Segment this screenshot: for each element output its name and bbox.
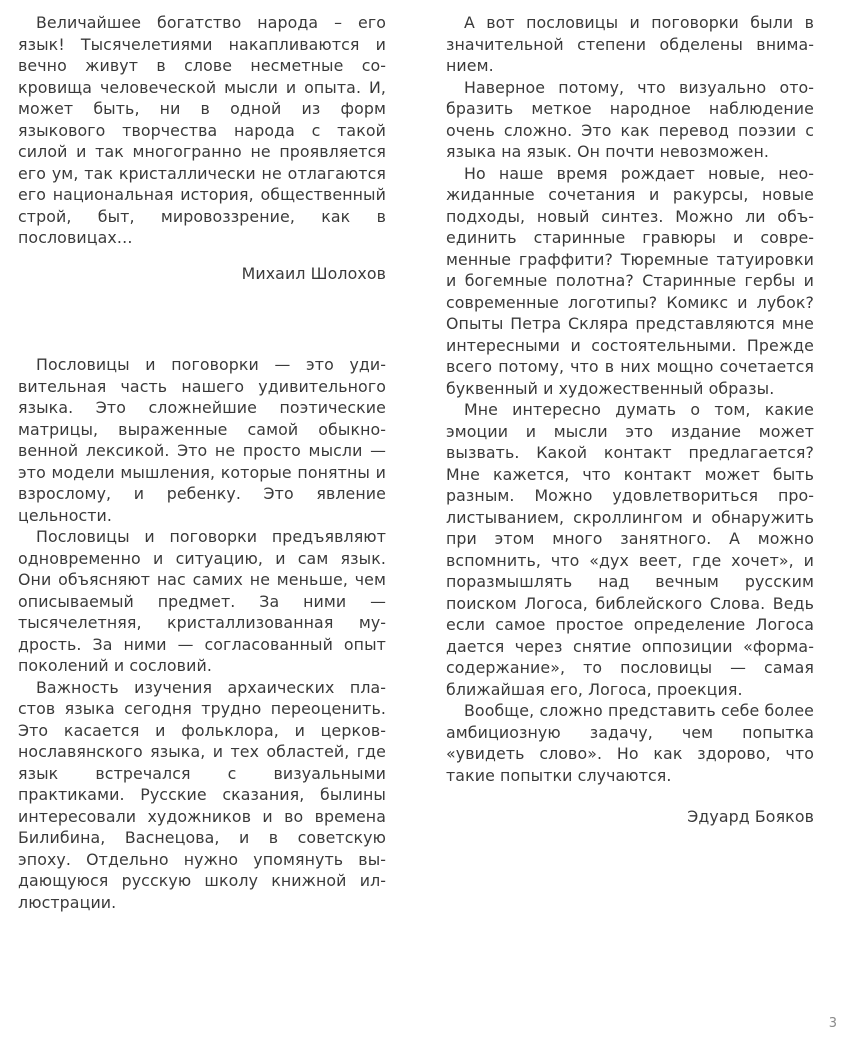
paragraph: Важность изучения архаических пластов языка сегодня трудно переоценить. Это касается и фольклора, и церковнославянского языка, и тех областей, где язык встречался с визуальными практиками. Русские сказания, былины интересовали художников и во времена Билибина, Васнецова, и в советскую эпоху. Отдельно нужно упомянуть выдающуюся русскую школу книжной иллюстрации.: [18, 677, 386, 912]
paragraph: Пословицы и поговорки — это удивительная часть нашего удивительного языка. Это сложнейшие поэтические матрицы, выраженные самой обыкновенной лексикой. Это не просто мысли — это модели мышления, которые понятны и взрослому, и ребенку. Это явление цельности.: [18, 355, 386, 525]
paragraph: Наверное потому, что визуально отобразить меткое народное наблюдение очень сложно. Это как перевод поэзии с языка на язык. Он почти невозможен.: [446, 77, 814, 161]
epigraph-author: Михаил Шолохов: [241, 263, 386, 283]
left-column: [18, 12, 386, 913]
epigraph-text: Величайшее богатство народа – его язык! Тысячелетиями накапливаются и вечно живут в слове несметные сокровища человеческой мысли и опыта. И, может быть, ни в одной из форм языкового творчества народа с такой силой и так многогранно не проявляется его ум, так кристаллически не отлагаются его национальная история, общественный строй, быт, мировоззрение, как в пословицах…: [18, 13, 386, 247]
paragraph: Мне интересно думать о том, какие эмоции и мысли это издание может вызвать. Какой контакт предлагается? Мне кажется, что контакт может быть разным. Можно удовлетвориться пролистыванием, скроллингом и обнаружить при этом много занятного. А можно вспомнить, что «дух веет, где хочет», и поразмышлять над вечным русским поиском Логоса, библейского Слова. Ведь если самое простое определение Логоса дается через снятие оппозиции «форма-содержание», то пословицы — самая ближайшая его, Логоса, проекция.: [446, 400, 814, 699]
paragraph: Вообще, сложно представить себе более амбициозную задачу, чем попытка «увидеть слово». Но как здорово, что такие попытки случаются.: [446, 701, 814, 785]
paragraph: Пословицы и поговорки предъявляют одновременно и ситуацию, и сам язык. Они объясняют нас самих не меньше, чем описываемый предмет. За ними — тысячелетняя, кристаллизованная мудрость. За ними — согласованный опыт поколений и сословий.: [18, 527, 386, 675]
intro-text-block: [18, 354, 386, 913]
right-column: [446, 12, 814, 828]
paragraph: А вот пословицы и поговорки были в значительной степени обделены вниманием.: [446, 13, 814, 75]
article-author: Эдуард Бояков: [687, 807, 814, 826]
page-number: 3: [828, 1016, 837, 1031]
paragraph: Но наше время рождает новые, неожиданные сочетания и ракурсы, новые подходы, новый синтез. Можно ли объединить старинные гравюры и современные граффити? Тюремные татуировки и богемные полотна? Старинные гербы и современные логотипы? Комикс и лубок? Опыты Петра Скляра представляются мне интересными и состоятельными. Прежде всего потому, что в них мощно сочетается буквенный и художественный образы.: [446, 163, 814, 398]
